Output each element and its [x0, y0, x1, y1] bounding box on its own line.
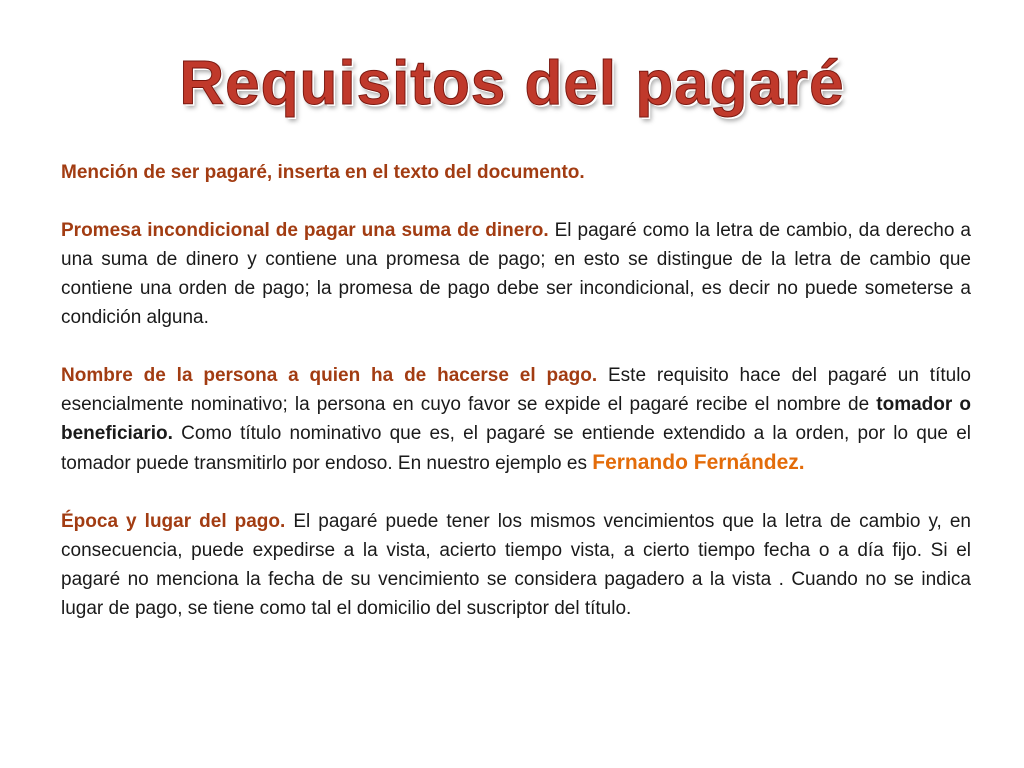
paragraph-mencion [61, 158, 971, 187]
paragraph-body: Como título nominativo que es, el pagaré se entiende extendido a la orden, por lo que el tomador puede transmitirlo por endoso. En nuestro ejemplo es [61, 423, 971, 474]
paragraph-nombre [61, 361, 971, 478]
paragraph-lead: Promesa incondicional de pagar una suma de dinero. [61, 220, 549, 241]
slide-title: Requisitos del pagaré [179, 49, 845, 118]
paragraph-lead: Nombre de la persona a quien ha de hacerse el pago. [61, 365, 598, 386]
bold-term: tomador o beneficiario. [61, 394, 971, 444]
paragraph-epoca [61, 507, 971, 623]
paragraph-body: El pagaré puede tener los mismos vencimientos que la letra de cambio y, en consecuencia, puede expedirse a la vista, acierto tiempo vista, a cierto tiempo fecha o a día fijo. Si el pagaré no menciona la fecha de su vencimiento se considera pagadero a la vista . Cuando no se indica lugar de pago, se tiene como tal el domicilio del suscriptor del título. [61, 511, 971, 619]
example-name: Fernando Fernández. [592, 451, 805, 474]
paragraph-promesa [61, 216, 971, 332]
paragraph-lead: Mención de ser pagaré, inserta en el texto del documento. [61, 162, 585, 183]
paragraph-body: El pagaré como la letra de cambio, da derecho a una suma de dinero y contiene una promesa de pago; en esto se distingue de la letra de cambio que contiene una orden de pago; la promesa de pago debe ser incondicional, es decir no puede someterse a condición alguna. [61, 220, 972, 328]
paragraph-lead: Época y lugar del pago. [61, 511, 286, 532]
slide-content [61, 158, 971, 623]
paragraph-body: Este requisito hace del pagaré un título esencialmente nominativo; la persona en cuyo favor se expide el pagaré recibe el nombre de [61, 365, 971, 415]
